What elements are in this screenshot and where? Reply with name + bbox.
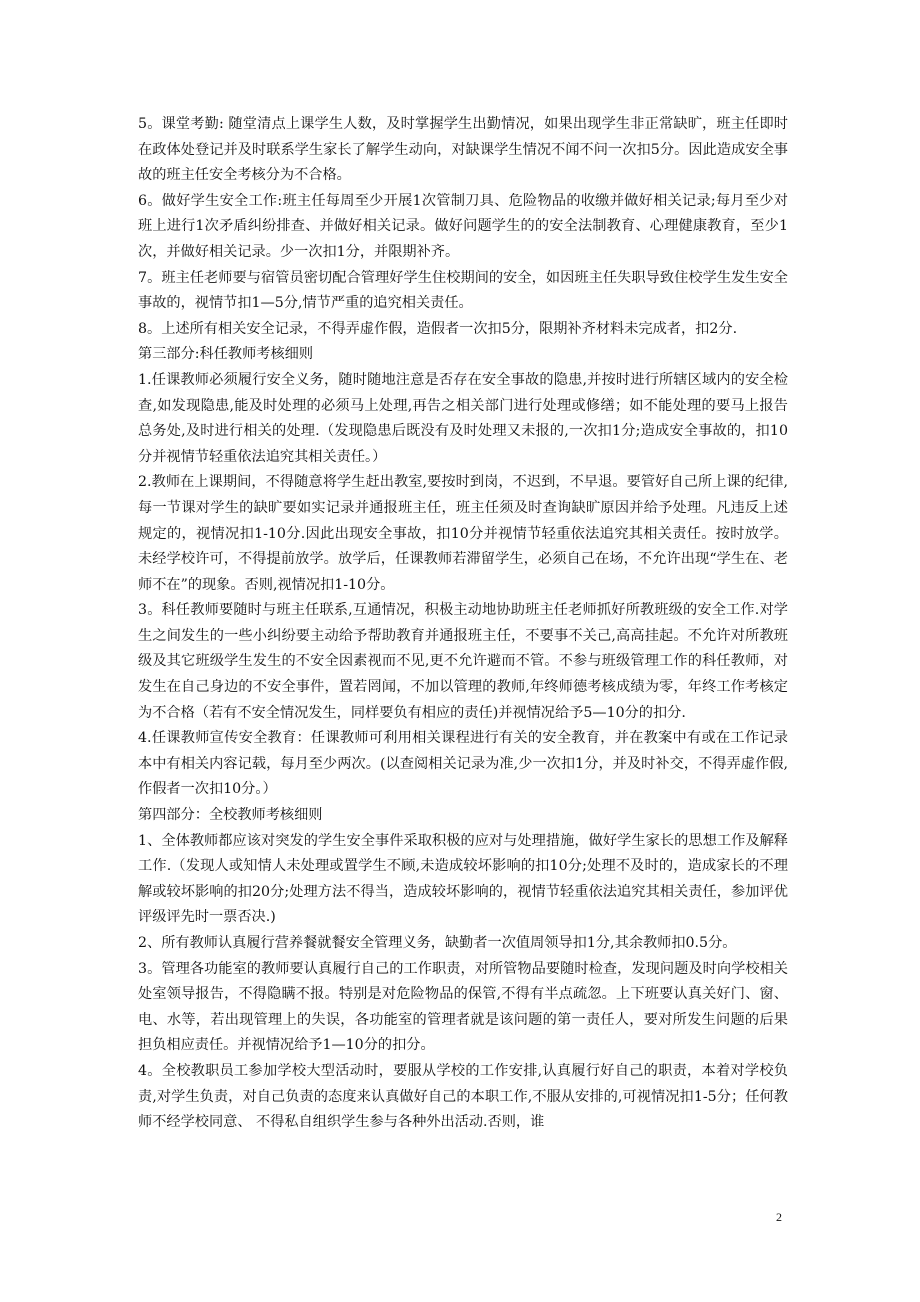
paragraph: 7。班主任老师要与宿管员密切配合管理好学生住校期间的安全，如因班主任失职导致住校学生发生安全事故的，视情节扣1—5分,情节严重的追究相关责任。 (138, 269, 788, 312)
paragraph: 8。上述所有相关安全记录，不得弄虚作假，造假者一次扣5分，限期补齐材料未完成者，扣2分. (138, 320, 738, 337)
paragraph: 1、全体教师都应该对突发的学生安全事件采取积极的应对与处理措施，做好学生家长的思想工作及解释工作.（发现人或知情人未处理或置学生不顾,未造成较坏影响的扣10分;处理不及时的，造成家长的不理解或较坏影响的扣20分;处理方法不得当，造成较坏影响的，视情节轻重依法追究其相关责任，参加评优评级评先时一票否决.) (138, 832, 788, 926)
page-number: 2 (776, 1210, 782, 1224)
paragraph: 4.任课教师宣传安全教育：任课教师可利用相关课程进行有关的安全教育，并在教案中有或在工作记录本中有相关内容记载，每月至少两次。(以查阅相关记录为准,少一次扣1分，并及时补交，不得弄虚作假,作假者一次扣10分。） (138, 730, 788, 798)
paragraph: 1.任课教师必须履行安全义务，随时随地注意是否存在安全事故的隐患,并按时进行所辖区域内的安全检查,如发现隐患,能及时处理的必须马上处理,再告之相关部门进行处理或修缮；如不能处理的要马上报告总务处,及时进行相关的处理.（发现隐患后既没有及时处理又未报的,一次扣1分;造成安全事故的，扣10分并视情节轻重依法追究其相关责任。） (138, 371, 788, 465)
paragraph: 3。科任教师要随时与班主任联系,互通情况，积极主动地协助班主任老师抓好所教班级的安全工作.对学生之间发生的一些小纠纷要主动给予帮助教育并通报班主任，不要事不关己,高高挂起。不允许对所教班级及其它班级学生发生的不安全因素视而不见,更不允许避而不管。不参与班级管理工作的科任教师，对发生在自己身边的不安全事件，置若罔闻，不加以管理的教师,年终师德考核成绩为零，年终工作考核定为不合格（若有不安全情况发生，同样要负有相应的责任)并视情况给予5—10分的扣分. (138, 602, 788, 721)
paragraph: 2.教师在上课期间，不得随意将学生赶出教室,要按时到岗，不迟到，不早退。要管好自己所上课的纪律,每一节课对学生的缺旷要如实记录并通报班主任，班主任须及时查询缺旷原因并给予处理。凡违反上述规定的，视情况扣1-10分.因此出现安全事故，扣10分并视情节轻重依法追究其相关责任。按时放学。未经学校许可，不得提前放学。放学后，任课教师若滞留学生，必须自己在场，不允许出现“学生在、老师不在”的现象。否则,视情况扣1-10分。 (138, 474, 788, 593)
paragraph: 6。做好学生安全工作:班主任每周至少开展1次管制刀具、危险物品的收缴并做好相关记录;每月至少对班上进行1次矛盾纠纷排查、并做好相关记录。做好问题学生的的安全法制教育、心理健康教育，至少1次，并做好相关记录。少一次扣1分，并限期补齐。 (138, 192, 788, 260)
section-heading: 第三部分:科任教师考核细则 (138, 346, 314, 363)
paragraph: 3。管理各功能室的教师要认真履行自己的工作职责，对所管物品要随时检查，发现问题及时向学校相关处室领导报告，不得隐瞒不报。特别是对危险物品的保管,不得有半点疏忽。上下班要认真关好门、窗、电、水等，若出现管理上的失误，各功能室的管理者就是该问题的第一责任人，要对所发生问题的后果担负相应责任。并视情况给予1—10分的扣分。 (138, 960, 788, 1054)
paragraph: 5。课堂考勤: 随堂清点上课学生人数，及时掌握学生出勤情况，如果出现学生非正常缺旷，班主任即时在政体处登记并及时联系学生家长了解学生动向，对缺课学生情况不闻不问一次扣5分。因此造成安全事故的班主任安全考核分为不合格。 (138, 116, 788, 184)
document-body (138, 112, 788, 1136)
section-heading: 第四部分：全校教师考核细则 (138, 807, 323, 824)
paragraph: 2、所有教师认真履行营养餐就餐安全管理义务，缺勤者一次值周领导扣1分,其余教师扣0.5分。 (138, 935, 737, 951)
paragraph: 4。全校教职员工参加学校大型活动时，要服从学校的工作安排,认真履行好自己的职责，本着对学校负责,对学生负责，对自己负责的态度来认真做好自己的本职工作,不服从安排的,可视情况扣1-5分；任何教师不经学校同意、 不得私自组织学生参与各种外出活动.否则，谁 (138, 1062, 788, 1131)
